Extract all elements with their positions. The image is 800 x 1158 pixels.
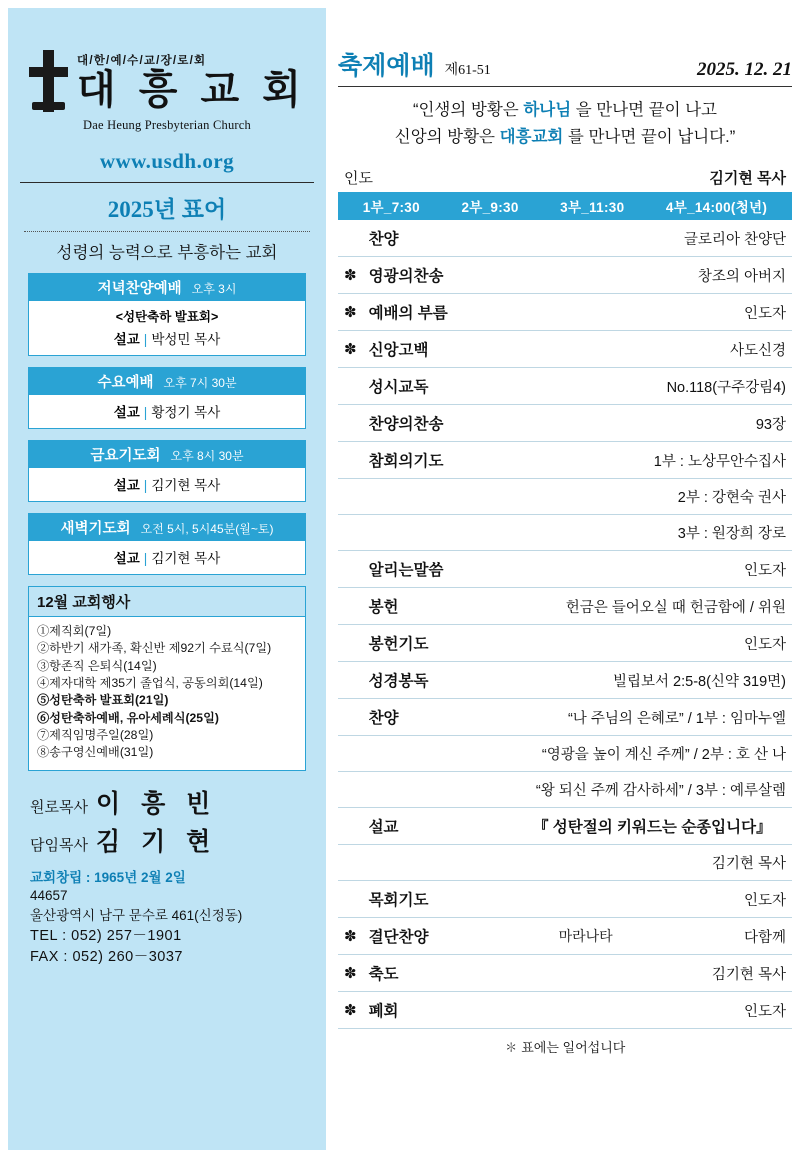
service-name: 황정기 목사 (151, 405, 221, 420)
standing-marker: ✽ (338, 918, 363, 955)
standing-marker: ✽ (338, 294, 363, 331)
service-time: 오후 3시 (191, 282, 237, 296)
divider-dotted (24, 231, 310, 232)
order-item: 신앙고백 (363, 331, 513, 368)
order-item: 폐회 (363, 992, 513, 1029)
divider (20, 182, 314, 183)
service-title: 수요예배 (97, 375, 154, 391)
standing-marker (338, 368, 363, 405)
standing-marker (338, 588, 363, 625)
service-name: 김기현 목사 (151, 551, 221, 566)
list-item: ③항존직 은퇴식(14일) (37, 658, 157, 673)
bulletin-date: 2025. 12. 21 (697, 59, 792, 80)
service-time-1: 1부_7:30 (362, 200, 420, 216)
order-item: 봉헌 (363, 588, 513, 625)
left-panel (8, 8, 326, 1150)
quote-block (338, 97, 792, 151)
order-person: 인도자 (513, 625, 792, 662)
table-row (338, 699, 792, 736)
issue-number: 제61-51 (444, 63, 491, 78)
service-box: 금요기도회 오후 8시 30분 설교 | 김기현 목사 (28, 440, 306, 502)
events-title: 12월 교회행사 (29, 587, 305, 617)
table-row (338, 442, 792, 479)
order-person: 다함께 (743, 929, 786, 946)
standing-footnote: ✽ 표에는 일어섭니다 (504, 1040, 626, 1056)
festival-title: 축제예배 (338, 53, 435, 80)
order-subline: 2부 : 강현숙 권사 (513, 479, 792, 515)
service-name: 김기현 목사 (151, 478, 221, 493)
order-person: 김기현 목사 (513, 955, 792, 992)
order-person: “나 주님의 은혜로” / 1부 : 임마누엘 (513, 699, 792, 736)
standing-marker (338, 662, 363, 699)
table-row (338, 405, 792, 442)
order-item: 축도 (363, 955, 513, 992)
table-row (338, 515, 792, 551)
service-role: 설교 (113, 405, 140, 420)
church-english-name: Dae Heung Presbyterian Church (83, 118, 251, 132)
list-item: ⑧송구영신예배(31일) (37, 745, 154, 760)
denomination-label: 대/한/예/수/교/장/로/회 (77, 55, 207, 67)
standing-marker (338, 808, 363, 845)
list-item: ⑤성탄축하 발표회(21일) (37, 693, 169, 708)
cross-icon (27, 50, 71, 112)
quote-line2-b: 를 만나면 끝이 납니다.” (563, 128, 736, 147)
standing-marker (338, 442, 363, 479)
standing-marker (338, 881, 363, 918)
order-item: 성시교독 (363, 368, 513, 405)
list-item: ⑥성탄축하예배, 유아세례식(25일) (37, 710, 219, 725)
service-box: 수요예배 오후 7시 30분 설교 | 황정기 목사 (28, 367, 306, 429)
slogan-text: 성령의 능력으로 부흥하는 교회 (56, 244, 278, 262)
table-row (338, 588, 792, 625)
service-title: 새벽기도회 (60, 521, 131, 537)
table-row (338, 918, 792, 955)
order-person: 글로리아 찬양단 (513, 220, 792, 257)
table-row (338, 992, 792, 1029)
order-item: 성경봉독 (363, 662, 513, 699)
events-list (29, 617, 305, 770)
order-item: 찬양의찬송 (363, 405, 513, 442)
service-title: 저녁찬양예배 (97, 281, 182, 297)
order-person: 헌금은 들어오실 때 헌금함에 / 위원 (513, 588, 792, 625)
table-row (338, 736, 792, 772)
service-box: 새벽기도회 오전 5시, 5시45분(월~토) 설교 | 김기현 목사 (28, 513, 306, 575)
order-item: 봉헌기도 (363, 625, 513, 662)
table-row (338, 881, 792, 918)
quote-line1-b: 을 만나면 끝이 나고 (571, 101, 717, 119)
worship-order (338, 167, 792, 1056)
table-row (338, 331, 792, 368)
order-subline: 3부 : 원장희 장로 (513, 515, 792, 551)
order-person: 인도자 (513, 992, 792, 1029)
table-row (338, 772, 792, 808)
divider (338, 86, 792, 87)
standing-marker: ✽ (338, 955, 363, 992)
slogan-year: 2025년 표어 (107, 197, 227, 222)
table-row (338, 808, 792, 845)
leader-label: 인도 (344, 170, 373, 188)
pastor-name: 김 기 현 (95, 827, 218, 856)
list-item: ①제직회(7일) (37, 624, 112, 638)
order-person: 1부 : 노상무안수집사 (513, 442, 792, 479)
service-title: 금요기도회 (90, 448, 161, 464)
order-person: 93장 (513, 405, 792, 442)
service-time-4: 4부_14:00(청년) (665, 200, 768, 216)
order-person: 창조의 아버지 (513, 257, 792, 294)
order-person: No.118(구주강림4) (513, 368, 792, 405)
order-person: 인도자 (513, 551, 792, 588)
quote-line1-a: “인생의 방황은 (413, 101, 524, 119)
list-item: ⑦제직임명주일(28일) (37, 727, 154, 742)
table-row (338, 625, 792, 662)
order-person: 인도자 (513, 881, 792, 918)
order-item: 알리는말씀 (363, 551, 513, 588)
service-time: 오후 8시 30분 (170, 449, 244, 463)
table-row (338, 845, 792, 881)
service-role: 설교 (113, 478, 140, 493)
list-item: ④제자대학 제35기 졸업식, 공동의회(14일) (37, 675, 263, 690)
standing-marker (338, 405, 363, 442)
telephone: TEL : 052) 257－1901 (30, 928, 182, 945)
standing-marker: ✽ (338, 331, 363, 368)
table-row (338, 551, 792, 588)
standing-marker (338, 551, 363, 588)
address: 울산광역시 남구 문수로 461(신정동) (30, 907, 243, 923)
service-time-2: 2부_9:30 (461, 200, 519, 216)
order-item: 결단찬양 (363, 918, 513, 955)
order-item: 영광의찬송 (363, 257, 513, 294)
quote-line1-highlight: 하나님 (523, 101, 572, 119)
order-person: 인도자 (513, 294, 792, 331)
table-row (338, 368, 792, 405)
preacher-name: 김기현 목사 (513, 845, 792, 881)
order-person: 빌립보서 2:5-8(신약 319면) (513, 662, 792, 699)
order-subline: “왕 되신 주께 감사하세” / 3부 : 예루살렘 (513, 772, 792, 808)
standing-marker (338, 625, 363, 662)
pastor-role: 담임목사 (30, 836, 88, 854)
service-time: 오전 5시, 5시45분(월~토) (140, 522, 274, 536)
right-panel (338, 8, 792, 1056)
pastor-name: 이 흥 빈 (95, 789, 218, 818)
service-role: 설교 (113, 332, 140, 347)
list-item: ②하반기 새가족, 확신반 제92기 수료식(7일) (37, 641, 272, 656)
fax: FAX : 052) 260－3037 (30, 949, 183, 966)
order-item: 찬양 (363, 699, 513, 736)
website-link[interactable]: www.usdh.org (99, 149, 235, 173)
contact-block (30, 784, 304, 969)
quote-line2-highlight: 대흥교회 (499, 128, 564, 147)
order-item: 찬양 (363, 220, 513, 257)
service-name: 박성민 목사 (151, 332, 221, 347)
founding-date: 교회창립 : 1965년 2월 2일 (30, 869, 186, 885)
service-role: 설교 (113, 551, 140, 566)
church-name: 대 흥 교 회 (77, 68, 307, 112)
order-person: 사도신경 (513, 331, 792, 368)
order-item: 예배의 부름 (363, 294, 513, 331)
sermon-title: 『 성탄절의 키워드는 순종입니다』 (513, 808, 792, 845)
table-row (338, 479, 792, 515)
standing-marker (338, 220, 363, 257)
order-item: 참회의기도 (363, 442, 513, 479)
table-row (338, 294, 792, 331)
order-subline: “영광을 높이 계신 주께” / 2부 : 호 산 나 (513, 736, 792, 772)
table-row (338, 220, 792, 257)
table-row (338, 955, 792, 992)
standing-marker: ✽ (338, 257, 363, 294)
service-times-bar (338, 192, 792, 220)
order-center-note: 마라나타 (558, 927, 613, 944)
table-row (338, 662, 792, 699)
pastor-role: 원로목사 (30, 798, 88, 816)
order-table (338, 220, 792, 1029)
church-logo-block (18, 8, 316, 133)
standing-marker (338, 699, 363, 736)
quote-line2-a: 신앙의 방황은 (394, 128, 500, 147)
service-note: <성탄축하 발표회> (115, 310, 219, 324)
monthly-events-box (28, 586, 306, 771)
leader-name: 김기현 목사 (709, 170, 786, 188)
service-time: 오후 7시 30분 (163, 376, 237, 390)
order-item: 설교 (363, 808, 513, 845)
order-item: 목회기도 (363, 881, 513, 918)
zipcode: 44657 (30, 887, 68, 903)
standing-marker: ✽ (338, 992, 363, 1029)
service-time-3: 3부_11:30 (560, 200, 625, 216)
service-box: 저녁찬양예배 오후 3시 <성탄축하 발표회> 설교 | 박성민 목사 (28, 273, 306, 356)
bulletin-header (338, 8, 792, 86)
table-row (338, 257, 792, 294)
